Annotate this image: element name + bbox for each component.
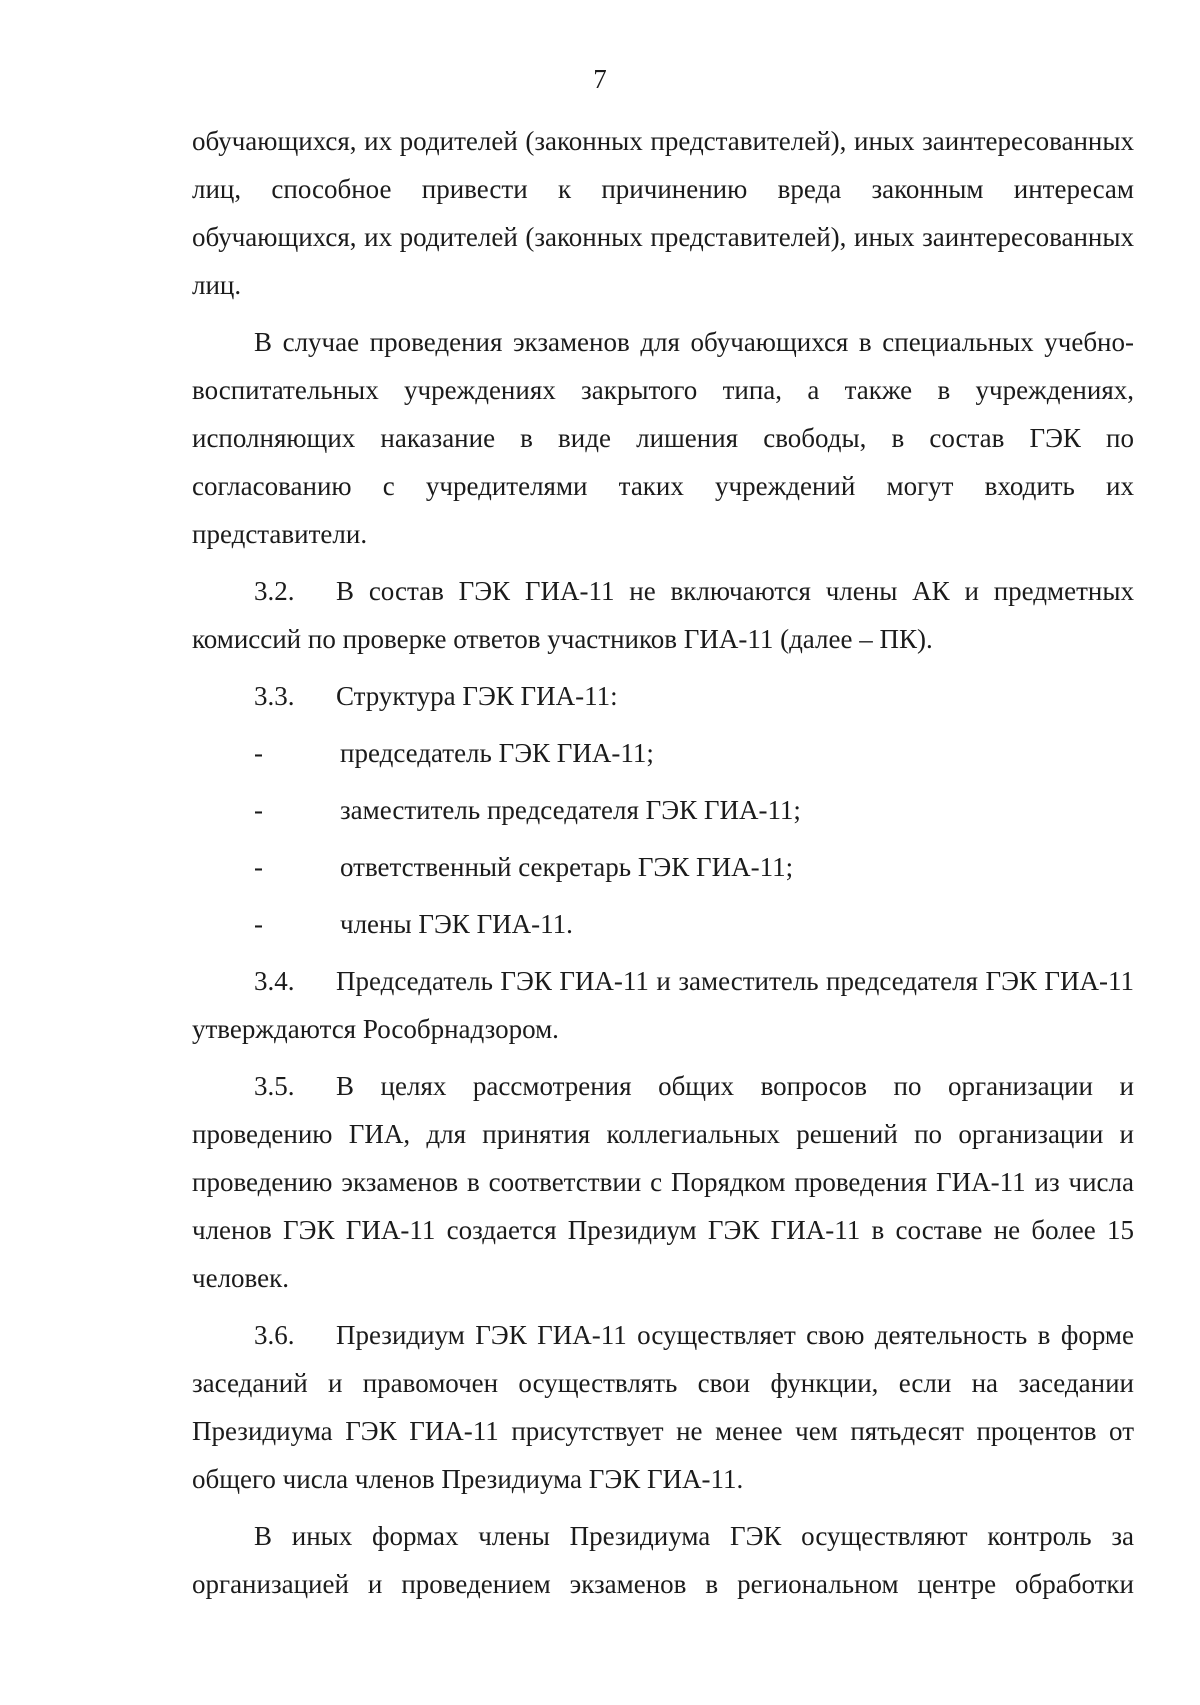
section-number: 3.6. (254, 1320, 295, 1350)
section-3-3 (192, 672, 1134, 720)
document-body (192, 117, 1134, 1617)
paragraph-presidium-control: В иных формах члены Президиума ГЭК осуществляют контроль за организацией и проведением экзаменов в региональном центре обработки (192, 1521, 1134, 1599)
list-dash: - (254, 909, 263, 939)
page-number: 7 (593, 64, 607, 94)
list-item (192, 900, 1134, 948)
list-item-text: ответственный секретарь ГЭК ГИА-11; (340, 852, 794, 882)
list-dash: - (254, 852, 263, 882)
section-number: 3.5. (254, 1071, 295, 1101)
list-item-text: заместитель председателя ГЭК ГИА-11; (340, 795, 801, 825)
list-item (192, 843, 1134, 891)
paragraph-special-institutions: В случае проведения экзаменов для обучающихся в специальных учебно-воспитательных учреждениях закрытого типа, а также в учреждениях, исполняющих наказание в виде лишения свободы, в состав ГЭК по согласованию с учредителями таких учреждений могут входить их представители. (192, 327, 1134, 549)
section-text: Председатель ГЭК ГИА-11 и заместитель председателя ГЭК ГИА-11 утверждаются Рособрнадзором. (192, 966, 1134, 1044)
list-item-text: члены ГЭК ГИА-11. (340, 909, 573, 939)
section-text: В целях рассмотрения общих вопросов по организации и проведению ГИА, для принятия коллегиальных решений по организации и проведению экзаменов в соответствии с Порядком проведения ГИА-11 из числа членов ГЭК ГИА-11 создается Президиум ГЭК ГИА-11 в составе не более 15 человек. (192, 1071, 1134, 1293)
section-3-6 (192, 1311, 1134, 1503)
section-number: 3.2. (254, 576, 295, 606)
list-item-text: председатель ГЭК ГИА-11; (340, 738, 654, 768)
paragraph-continuation: обучающихся, их родителей (законных представителей), иных заинтересованных лиц, способное привести к причинению вреда законным интересам обучающихся, их родителей (законных представителей), иных заинтересованных лиц. (192, 126, 1134, 300)
list-dash: - (254, 795, 263, 825)
list-item (192, 729, 1134, 777)
list-dash: - (254, 738, 263, 768)
section-text: Президиум ГЭК ГИА-11 осуществляет свою деятельность в форме заседаний и правомочен осуществлять свои функции, если на заседании Президиума ГЭК ГИА-11 присутствует не менее чем пятьдесят процентов от общего числа членов Президиума ГЭК ГИА-11. (192, 1320, 1134, 1494)
section-3-4 (192, 957, 1134, 1053)
section-3-2 (192, 567, 1134, 663)
section-number: 3.4. (254, 966, 295, 996)
section-text: Структура ГЭК ГИА-11: (336, 681, 618, 711)
section-3-5 (192, 1062, 1134, 1302)
section-number: 3.3. (254, 681, 295, 711)
list-item (192, 786, 1134, 834)
section-text: В состав ГЭК ГИА-11 не включаются члены АК и предметных комиссий по проверке ответов участников ГИА-11 (далее – ПК). (192, 576, 1134, 654)
